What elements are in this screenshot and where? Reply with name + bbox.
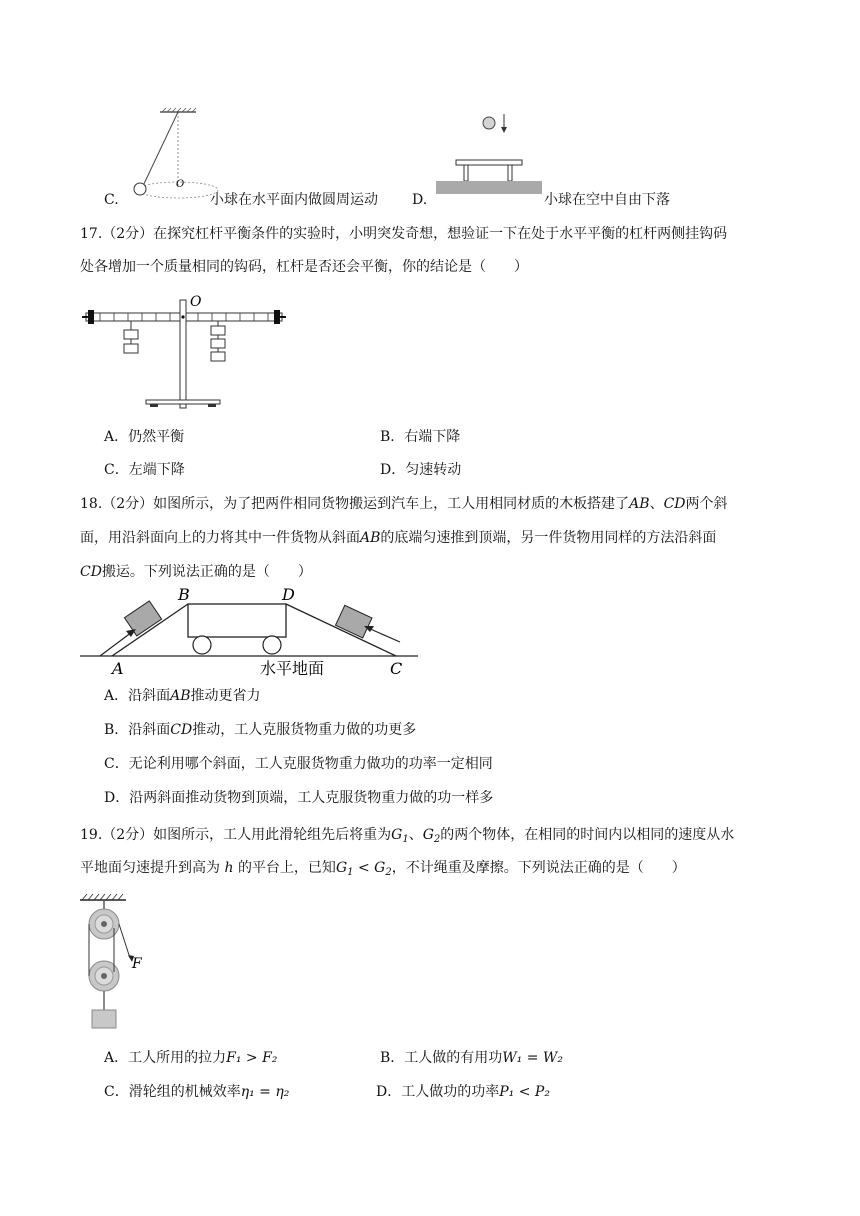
q17-option-b[interactable]: B．右端下降 (380, 429, 461, 445)
incline-label-a: A (112, 659, 124, 678)
q16-option-d-letter[interactable]: D. (412, 192, 428, 208)
pulley-figure (78, 892, 158, 1032)
q17-option-c[interactable]: C．左端下降 (104, 462, 185, 478)
q18-option-d[interactable]: D．沿两斜面推动货物到顶端，工人克服货物重力做的功一样多 (104, 790, 494, 806)
q18-option-c[interactable]: C．无论利用哪个斜面，工人克服货物重力做功的功率一定相同 (104, 756, 493, 772)
lever-figure (82, 292, 292, 412)
q19-option-a[interactable]: A．工人所用的拉力F₁ > F₂ (104, 1050, 278, 1066)
q18-stem-line2: 面，用沿斜面向上的力将其中一件货物从斜面AB的底端匀速推到顶端，另一件货物用同样的方法沿斜面 (80, 530, 717, 546)
q19-stem-line2: 平地面匀速提升到高为 h 的平台上，已知$G_1 < G_2$，不计绳重及摩擦。下列说法正确的是（ ） (80, 860, 686, 878)
q19-option-d[interactable]: D．工人做功的功率P₁ < P₂ (376, 1084, 550, 1100)
q17-stem-line1: 17.（2分）在探究杠杆平衡条件的实验时，小明突发奇想，想验证一下在处于水平平衡的杠杆两侧挂钩码 (80, 226, 728, 242)
q17-option-a[interactable]: A．仍然平衡 (104, 429, 185, 445)
incline-label-ground: 水平地面 (260, 659, 325, 678)
q19-option-c[interactable]: C．滑轮组的机械效率η₁ = η₂ (104, 1084, 290, 1100)
q16-option-d-text[interactable]: 小球在空中自由下落 (544, 192, 670, 208)
incline-label-c: C (390, 659, 403, 678)
pulley-force-label: F (132, 956, 142, 972)
q19-option-b[interactable]: B．工人做的有用功W₁ = W₂ (380, 1050, 563, 1066)
q18-option-b[interactable]: B．沿斜面CD推动，工人克服货物重力做的功更多 (104, 722, 417, 738)
q19-stem-line1: 19.（2分）如图所示，工人用此滑轮组先后将重为$G_1$、$G_2$的两个物体，在相同的时间内以相同的速度从水 (80, 827, 735, 845)
incline-label-b: B (178, 585, 190, 604)
q17-stem-line2: 处各增加一个质量相同的钩码，杠杆是否还会平衡，你的结论是（ ） (80, 259, 528, 275)
q18-stem-line1: 18.（2分）如图所示，为了把两件相同货物搬运到汽车上，工人用相同材质的木板搭建了AB、CD两个斜 (80, 496, 728, 512)
incline-figure (78, 584, 423, 680)
q16-option-c-letter[interactable]: C. (104, 192, 119, 208)
incline-label-d: D (282, 585, 295, 604)
pendulum-center-label: O (176, 179, 185, 190)
q17-option-d[interactable]: D．匀速转动 (380, 462, 462, 478)
q18-stem-line3: CD搬运。下列说法正确的是（ ） (80, 564, 312, 580)
pendulum-figure (130, 108, 210, 208)
q18-option-a[interactable]: A．沿斜面AB推动更省力 (104, 688, 261, 704)
q16-option-c-text[interactable]: 小球在水平面内做圆周运动 (210, 192, 378, 208)
lever-pivot-label: O (190, 294, 202, 310)
free-fall-figure (436, 112, 544, 196)
